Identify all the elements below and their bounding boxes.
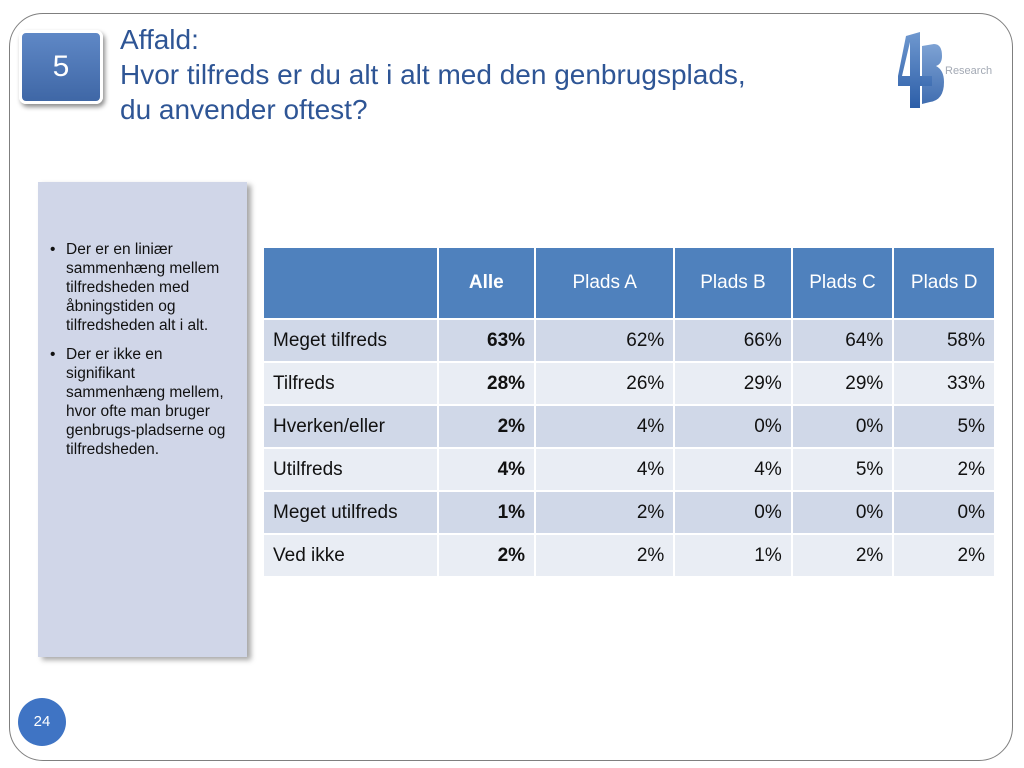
cell-value: 29%: [674, 362, 791, 405]
cell-value: 26%: [535, 362, 674, 405]
cell-value: 64%: [792, 319, 894, 362]
table-row: [263, 405, 995, 448]
slide-title: [120, 22, 890, 127]
bullet-item: [50, 240, 233, 335]
cell-value: 5%: [792, 448, 894, 491]
table-row: [263, 362, 995, 405]
cell-value: 2%: [535, 534, 674, 577]
sidebar-notes: [38, 182, 247, 657]
cell-value: 2%: [535, 491, 674, 534]
table-row: [263, 448, 995, 491]
row-label: Meget tilfreds: [263, 319, 438, 362]
cell-value: 2%: [893, 448, 995, 491]
cell-value: 2%: [438, 534, 536, 577]
satisfaction-table: [262, 246, 996, 578]
row-label: Hverken/eller: [263, 405, 438, 448]
row-label: Utilfreds: [263, 448, 438, 491]
cell-value: 0%: [792, 491, 894, 534]
bullet-list: [48, 240, 233, 459]
cell-value: 0%: [674, 491, 791, 534]
header-cell-plads-d: Plads D: [893, 247, 995, 319]
cell-value: 4%: [438, 448, 536, 491]
header-cell-plads-c: Plads C: [792, 247, 894, 319]
cell-value: 0%: [893, 491, 995, 534]
cell-value: 5%: [893, 405, 995, 448]
slide-section-badge: 5: [19, 30, 103, 104]
header-cell-plads-a: Plads A: [535, 247, 674, 319]
logo-word: Research: [945, 65, 993, 77]
cell-value: 4%: [535, 448, 674, 491]
cell-value: 0%: [674, 405, 791, 448]
cell-value: 62%: [535, 319, 674, 362]
cell-value: 4%: [535, 405, 674, 448]
cell-value: 58%: [893, 319, 995, 362]
header-cell-empty: [263, 247, 438, 319]
cell-value: 29%: [792, 362, 894, 405]
table-header-row: [263, 247, 995, 319]
bullet-text: Der er ikke en signifikant sammenhæng mellem, hvor ofte man bruger genbrugs-pladserne og tilfredsheden.: [66, 346, 226, 458]
header-cell-alle: Alle: [438, 247, 536, 319]
bullet-text: Der er en liniær sammenhæng mellem tilfredsheden med åbningstiden og tilfredsheden alt i alt.: [66, 241, 220, 334]
cell-value: 2%: [893, 534, 995, 577]
bullet-dot: •: [50, 346, 56, 363]
cell-value: 28%: [438, 362, 536, 405]
row-label: Tilfreds: [263, 362, 438, 405]
row-label: Meget utilfreds: [263, 491, 438, 534]
table-row: [263, 491, 995, 534]
table-row: [263, 534, 995, 577]
cell-value: 63%: [438, 319, 536, 362]
bullet-dot: •: [50, 241, 56, 258]
cell-value: 4%: [674, 448, 791, 491]
header-cell-plads-b: Plads B: [674, 247, 791, 319]
page-number-badge: 24: [18, 698, 66, 746]
table-row: [263, 319, 995, 362]
cell-value: 1%: [674, 534, 791, 577]
bullet-item: [50, 345, 233, 459]
cell-value: 1%: [438, 491, 536, 534]
cell-value: 2%: [792, 534, 894, 577]
title-line-1: Affald:: [120, 24, 199, 55]
cell-value: 2%: [438, 405, 536, 448]
cell-value: 0%: [792, 405, 894, 448]
row-label: Ved ikke: [263, 534, 438, 577]
title-line-2: Hvor tilfreds er du alt i alt med den genbrugsplads,: [120, 59, 746, 90]
cell-value: 66%: [674, 319, 791, 362]
cell-value: 33%: [893, 362, 995, 405]
title-line-3: du anvender oftest?: [120, 94, 368, 125]
